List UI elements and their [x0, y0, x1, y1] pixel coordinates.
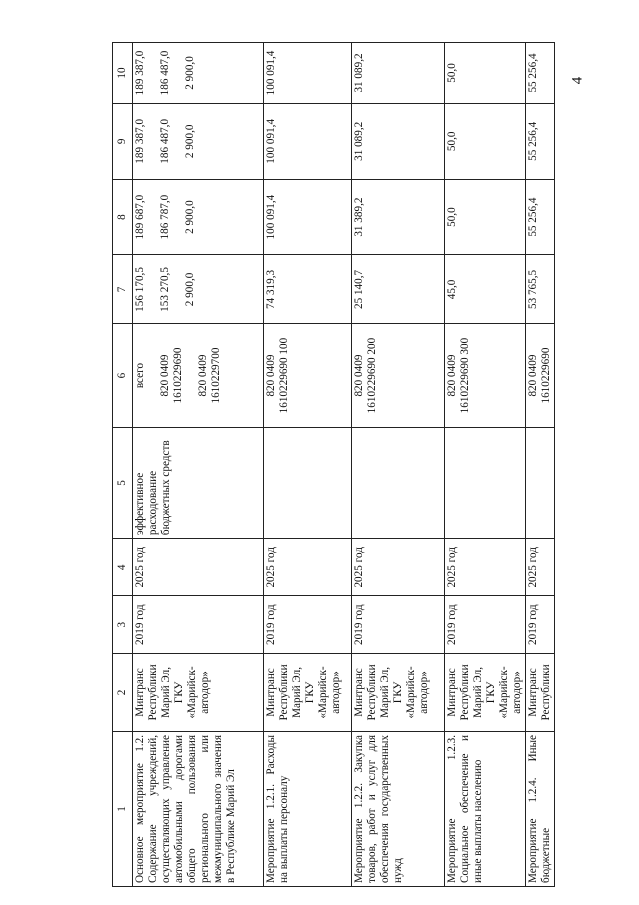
end-year: 2025 год [445, 539, 526, 596]
start-year: 2019 год [526, 596, 555, 653]
activity-name: Мероприятие 1.2.2. Закупка товаров, работ и услуг для обеспечения государственных нужд [352, 731, 445, 886]
expected-result: эффективное расходование бюджетных средств [133, 427, 264, 538]
budget-code-total: всего [134, 362, 146, 389]
header-cell-1: 1 [113, 731, 133, 886]
end-year: 2025 год [526, 539, 555, 596]
amount-col7: 53 765,5 [526, 255, 555, 324]
amount-b: 2 900,0 [184, 272, 196, 307]
activity-name: Мероприятие 1.2.4. Иные бюджетные [526, 731, 555, 886]
amount-col9: 31 089,2 [352, 103, 445, 179]
amount-col7: 25 140,7 [352, 255, 445, 324]
table-row [526, 43, 555, 887]
budget-table [112, 42, 555, 887]
amount-a: 186 787,0 [159, 194, 171, 240]
header-cell-8: 8 [113, 179, 133, 255]
header-cell-5: 5 [113, 427, 133, 538]
amount-col7 [133, 255, 264, 324]
amount-col10 [133, 43, 264, 104]
amount-col10: 50,0 [445, 43, 526, 104]
executor: Минтранс Республики [526, 653, 555, 731]
amount-b: 2 900,0 [184, 56, 196, 90]
header-cell-6: 6 [113, 324, 133, 427]
amount-col10: 31 089,2 [352, 43, 445, 104]
expected-result [264, 427, 352, 538]
activity-name: Основное мероприятие 1.2. Содержание учреждений, осуществляющих управление автомобильными дорогами общего пользования регионального или межмуниципального значения в Республике Марий Эл [133, 731, 264, 886]
expected-result [445, 427, 526, 538]
amount-total: 189 687,0 [134, 194, 146, 240]
header-cell-10: 10 [113, 43, 133, 104]
budget-code-b: 820 0409 1610229700 [197, 347, 222, 404]
amount-col8: 50,0 [445, 179, 526, 255]
amount-total: 189 387,0 [134, 118, 146, 164]
header-row [113, 43, 133, 887]
budget-table-sheet [112, 42, 552, 887]
amount-total: 189 387,0 [134, 50, 146, 96]
header-cell-3: 3 [113, 596, 133, 653]
start-year: 2019 год [352, 596, 445, 653]
page-number: 4 [569, 76, 586, 85]
budget-code: 820 0409 1610229690 100 [264, 324, 352, 427]
activity-name: Мероприятие 1.2.3. Социальное обеспечение и иные выплаты населению [445, 731, 526, 886]
amount-a: 186 487,0 [159, 50, 171, 96]
header-cell-4: 4 [113, 539, 133, 596]
executor: Минтранс Республики Марий Эл, ГКУ «Марийск-автодор» [445, 653, 526, 731]
amount-col8: 100 091,4 [264, 179, 352, 255]
budget-code: 820 0409 1610229690 200 [352, 324, 445, 427]
amount-col8 [133, 179, 264, 255]
amount-col7: 74 319,3 [264, 255, 352, 324]
header-cell-7: 7 [113, 255, 133, 324]
amount-col8: 55 256,4 [526, 179, 555, 255]
table-row [133, 43, 264, 887]
amount-col8: 31 389,2 [352, 179, 445, 255]
header-cell-9: 9 [113, 103, 133, 179]
amount-col9: 55 256,4 [526, 103, 555, 179]
budget-code: 820 0409 1610229690 300 [445, 324, 526, 427]
end-year: 2025 год [133, 539, 264, 596]
amount-col7: 45,0 [445, 255, 526, 324]
amount-b: 2 900,0 [184, 124, 196, 159]
amount-a: 153 270,5 [159, 267, 171, 312]
budget-code: 820 0409 1610229690 [526, 324, 555, 427]
amount-col9: 100 091,4 [264, 103, 352, 179]
table-row [264, 43, 352, 887]
amount-col10: 55 256,4 [526, 43, 555, 104]
amount-total: 156 170,5 [134, 267, 146, 312]
executor: Минтранс Республики Марий Эл, ГКУ «Марийск-автодор» [264, 653, 352, 731]
table-row [445, 43, 526, 887]
executor: Минтранс Республики Марий Эл, ГКУ «Марийск-автодор» [133, 653, 264, 731]
budget-code [133, 324, 264, 427]
start-year: 2019 год [264, 596, 352, 653]
executor: Минтранс Республики Марий Эл, ГКУ «Марийск-автодор» [352, 653, 445, 731]
table-row [352, 43, 445, 887]
amount-b: 2 900,0 [184, 200, 196, 234]
end-year: 2025 год [352, 539, 445, 596]
expected-result [526, 427, 555, 538]
amount-a: 186 487,0 [159, 118, 171, 164]
amount-col10: 100 091,4 [264, 43, 352, 104]
end-year: 2025 год [264, 539, 352, 596]
start-year: 2019 год [133, 596, 264, 653]
amount-col9 [133, 103, 264, 179]
start-year: 2019 год [445, 596, 526, 653]
budget-code-a: 820 0409 1610229690 [159, 347, 184, 404]
activity-name: Мероприятие 1.2.1. Расходы на выплаты персоналу [264, 731, 352, 886]
expected-result [352, 427, 445, 538]
amount-col9: 50,0 [445, 103, 526, 179]
header-cell-2: 2 [113, 653, 133, 731]
